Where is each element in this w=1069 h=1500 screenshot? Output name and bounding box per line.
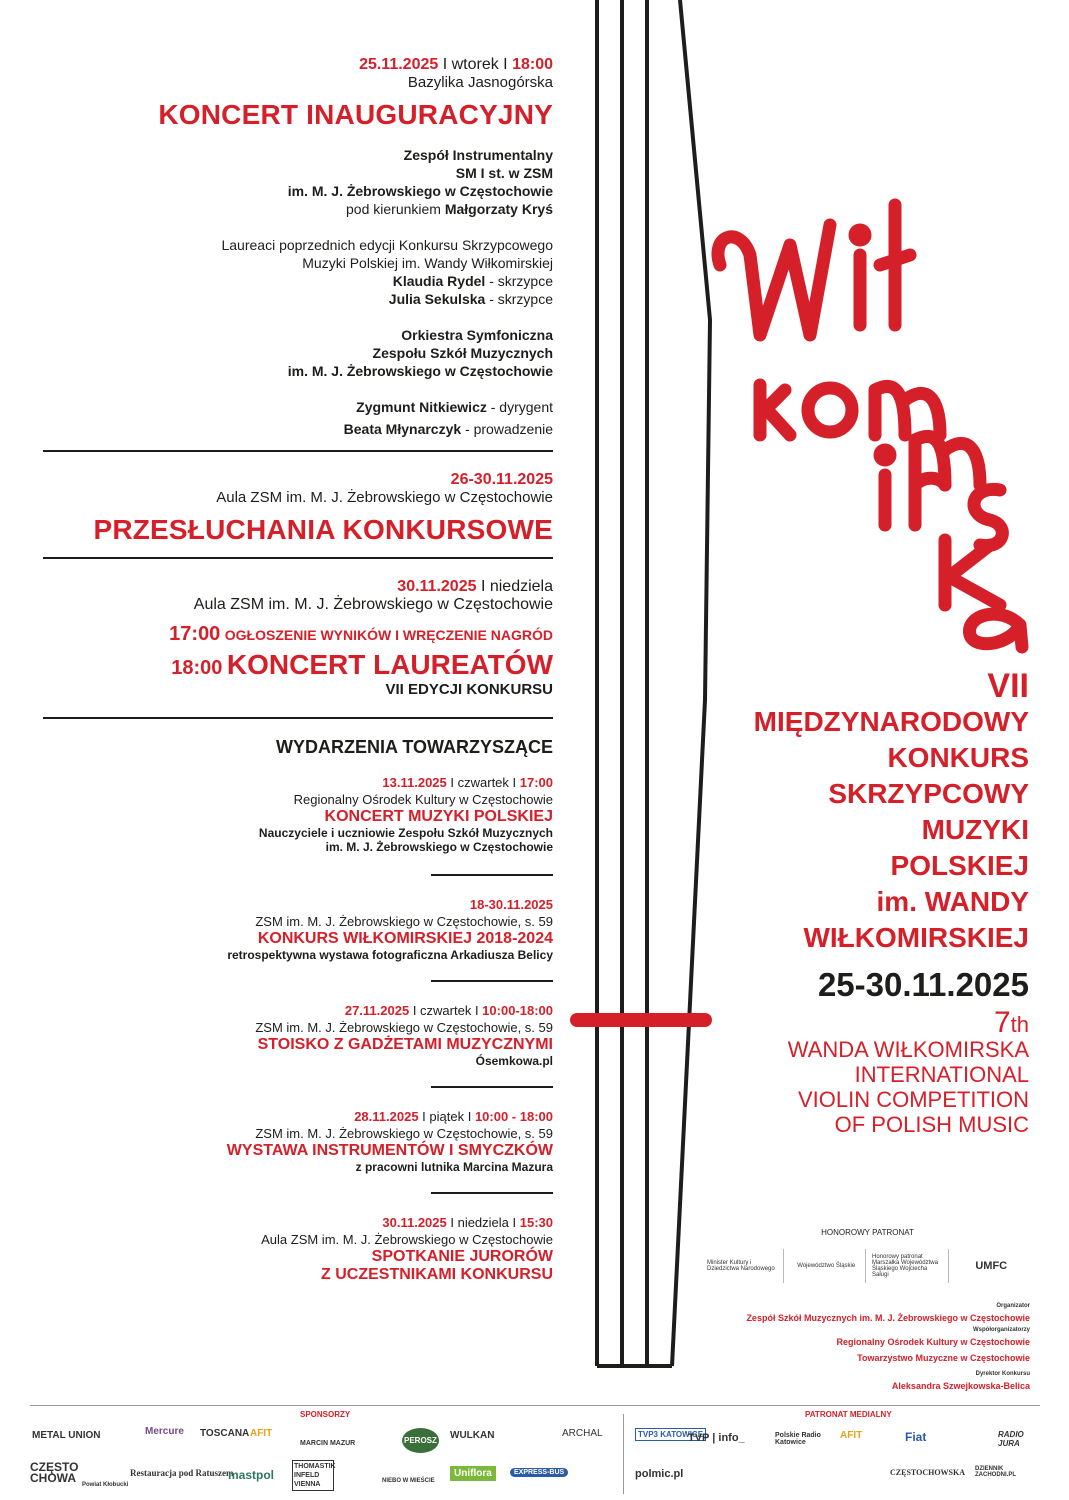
media-logo: DZIENNIK ZACHODNI.PL bbox=[975, 1466, 1016, 1478]
sponsors-footer bbox=[30, 1405, 1040, 1495]
side-event-1: 13.11.2025 I czwartek I 17:00 Regionalny Ośrodek Kultury w Częstochowie KONCERT MUZYKI POLSKIEJ Nauczyciele i uczniowie Zespołu Szkół Muzycznych im. M. J. Żebrowskiego w Częstochowie bbox=[258, 775, 553, 855]
side-event-4: 28.11.2025 I piątek I 10:00 - 18:00 ZSM im. M. J. Żebrowskiego w Częstochowie, s. 59 WYSTAWA INSTRUMENTÓW I SMYCZKÓW z pracowni lutnika Marcina Mazura bbox=[226, 1109, 553, 1175]
sponsor-logo: PEROSZ bbox=[402, 1428, 439, 1453]
sponsor-logo: CZĘSTO CHOWA bbox=[30, 1460, 79, 1485]
inaugural-date-line: 25.11.2025 I wtorek I 18:00 bbox=[359, 56, 553, 73]
media-logo: TVP | info_ bbox=[688, 1432, 745, 1444]
sponsor-logo: EXPRESS-BUS bbox=[510, 1468, 568, 1477]
inaugural-day: wtorek bbox=[451, 56, 499, 73]
sponsor-logo: Mercure bbox=[145, 1426, 184, 1437]
side-event-3: 27.11.2025 I czwartek I 10:00-18:00 ZSM im. M. J. Żebrowskiego w Częstochowie, s. 59 STOISKO Z GADŻETAMI MUZYCZNYMI Ósemkowa.pl bbox=[255, 1003, 553, 1069]
inaugural-event bbox=[40, 55, 553, 438]
divider bbox=[431, 980, 553, 982]
competition-director: Aleksandra Szwejkowska-Belica bbox=[891, 1381, 1030, 1391]
host-line: Beata Młynarczyk - prowadzenie bbox=[343, 420, 553, 437]
competition-title-block: VII MIĘDZYNARODOWY KONKURS SKRZYPCOWY MUZYKI POLSKIEJ im. WANDY WIŁKOMIRSKIEJ 25-30.11.2025 7th WANDA WIŁKOMIRSKA INTERNATIONAL VIOLIN COMPETITION OF POLISH MUSIC bbox=[669, 668, 1029, 1137]
divider bbox=[43, 450, 553, 452]
patron-region-logo: Województwo Śląskie bbox=[788, 1249, 867, 1283]
auditions-venue: Aula ZSM im. M. J. Żebrowskiego w Częstochowie bbox=[216, 488, 553, 506]
final-date: 30.11.2025 bbox=[397, 577, 477, 595]
sponsor-logo: Restauracja pod Ratuszem bbox=[130, 1468, 234, 1478]
patron-marshal-logo: Honorowy patronat Marszałka Województwa Śląskiego Wojciecha Saługi bbox=[870, 1249, 949, 1283]
divider bbox=[431, 874, 553, 876]
wilkomirska-script-logo bbox=[700, 185, 1040, 655]
sponsor-logo: WULKAN bbox=[450, 1430, 495, 1441]
patron-umfc-logo: UMFC bbox=[975, 1260, 1008, 1272]
competition-dates: 25-30.11.2025 bbox=[817, 966, 1029, 1003]
inaugural-date: 25.11.2025 bbox=[359, 56, 439, 73]
final-venue: Aula ZSM im. M. J. Żebrowskiego w Częstochowie bbox=[193, 595, 553, 613]
divider bbox=[43, 717, 553, 719]
side-events-heading: WYDARZENIA TOWARZYSZĄCE bbox=[276, 737, 553, 758]
honorary-patronage: HONOROWY PATRONAT Minister Kultury i Dziedzictwa Narodowego Województwo Śląskie Honorowy patronat Marszałka Województwa Śląskiego Wojciecha Saługi UMFC bbox=[705, 1228, 1030, 1283]
orchestra-block: Orkiestra Symfoniczna Zespołu Szkół Muzycznych im. M. J. Żebrowskiego w Częstochowie bbox=[287, 326, 553, 379]
media-logo: Fiat bbox=[905, 1430, 927, 1444]
media-logo: AFIT bbox=[840, 1430, 863, 1441]
sponsor-logo: THOMASTIK INFELD VIENNA bbox=[292, 1460, 334, 1491]
media-logo: RADIO JURA bbox=[998, 1430, 1024, 1448]
sponsor-logo: TOSCANA bbox=[200, 1428, 250, 1439]
co-organizer-1: Regionalny Ośrodek Kultury w Częstochowie bbox=[836, 1337, 1030, 1347]
sponsor-logo: Uniflora bbox=[450, 1466, 496, 1481]
english-title: 7th WANDA WIŁKOMIRSKA INTERNATIONAL VIOLIN COMPETITION OF POLISH MUSIC bbox=[787, 1006, 1029, 1137]
final-day: niedziela bbox=[489, 577, 553, 595]
edition-numeral: VII bbox=[987, 667, 1029, 705]
sponsors-label: SPONSORZY bbox=[300, 1410, 351, 1419]
auditions-date: 26-30.11.2025 bbox=[450, 470, 553, 488]
sponsor-logo: ARCHAL bbox=[562, 1428, 603, 1439]
results-line: 17:00 OGŁOSZENIE WYNIKÓW I WRĘCZENIE NAGRÓD bbox=[169, 622, 553, 645]
ensemble-block: Zespół Instrumentalny SM I st. w ZSM im. M. J. Żebrowskiego w Częstochowie pod kierunkiem Małgorzaty Kryś bbox=[287, 146, 553, 217]
sponsor-logo: AFIT bbox=[250, 1428, 273, 1439]
co-organizer-2: Towarzystwo Muzyczne w Częstochowie bbox=[857, 1353, 1030, 1363]
patron-ministry-logo: Minister Kultury i Dziedzictwa Narodowego bbox=[705, 1249, 784, 1283]
inaugural-venue: Bazylika Jasnogórska bbox=[407, 74, 553, 92]
media-logo: polmic.pl bbox=[635, 1468, 684, 1480]
edition-line: VII EDYCJI KONKURSU bbox=[385, 681, 553, 699]
media-logo: Polskie Radio Katowice bbox=[775, 1432, 821, 1446]
inaugural-time: 18:00 bbox=[512, 56, 553, 73]
sponsor-logo: METAL UNION bbox=[32, 1430, 101, 1441]
auditions-title: PRZESŁUCHANIA KONKURSOWE bbox=[93, 513, 553, 545]
media-label: PATRONAT MEDIALNY bbox=[805, 1410, 892, 1419]
divider bbox=[431, 1086, 553, 1088]
program-column bbox=[40, 55, 553, 1284]
conductor-line: Zygmunt Nitkiewicz - dyrygent bbox=[356, 398, 553, 415]
inaugural-title: KONCERT INAUGURACYJNY bbox=[158, 99, 553, 131]
side-event-2: 18-30.11.2025 ZSM im. M. J. Żebrowskiego w Częstochowie, s. 59 KONKURS WIŁKOMIRSKIEJ 2018-2024 retrospektywna wystawa fotograficzna Arkadiusza Belicy bbox=[227, 897, 553, 963]
laureates-concert-line: 18:00 KONCERT LAUREATÓW bbox=[171, 648, 553, 680]
media-logo: CZĘSTOCHOWSKA bbox=[890, 1468, 965, 1477]
laureates-block: Laureaci poprzednich edycji Konkursu Skrzypcowego Muzyki Polskiej im. Wandy Wiłkomirskiej Klaudia Rydel - skrzypce Julia Sekulska - skrzypce bbox=[221, 236, 553, 307]
auditions-event bbox=[40, 470, 553, 547]
sponsor-logo: Powiat Kłobucki bbox=[82, 1482, 129, 1488]
footer-divider bbox=[623, 1414, 624, 1494]
sponsor-logo: MARCIN MAZUR bbox=[300, 1440, 356, 1447]
divider bbox=[43, 557, 553, 559]
sponsor-logo: mastpol bbox=[228, 1468, 275, 1482]
sponsor-logo: NIEBO W MIEŚCIE bbox=[382, 1478, 435, 1484]
final-event: 30.11.2025 I niedziela Aula ZSM im. M. J. Żebrowskiego w Częstochowie 17:00 OGŁOSZENIE WYNIKÓW I WRĘCZENIE NAGRÓD 18:00 KONCERT LAUREATÓW VII EDYCJI KONKURSU bbox=[40, 577, 553, 700]
media-logo: TVP3 KATOWICE bbox=[635, 1428, 706, 1441]
side-event-5: 30.11.2025 I niedziela I 15:30 Aula ZSM im. M. J. Żebrowskiego w Częstochowie SPOTKANIE JURORÓW Z UCZESTNIKAMI KONKURSU bbox=[261, 1215, 553, 1284]
organizers-block: Organizator Zespół Szkół Muzycznych im. M. J. Żebrowskiego w Częstochowie Współorganizatorzy Regionalny Ośrodek Kultury w Częstochowie Towarzystwo Muzyczne w Częstochowie Dyrektor Konkursu Aleksandra Szwejkowska-Belica bbox=[705, 1300, 1030, 1392]
organizer: Zespół Szkół Muzycznych im. M. J. Żebrowskiego w Częstochowie bbox=[746, 1313, 1030, 1323]
divider bbox=[431, 1192, 553, 1194]
